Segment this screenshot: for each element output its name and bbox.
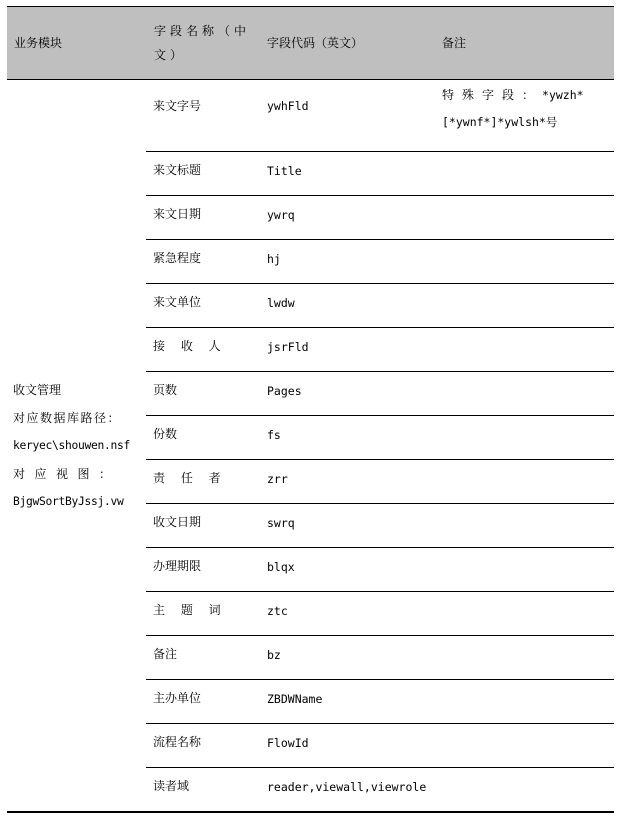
- field-name-cell: [146, 592, 260, 636]
- field-name: 来文单位: [153, 295, 202, 309]
- field-code-cell: [260, 196, 435, 240]
- field-name: 主办单位: [153, 691, 202, 705]
- db-path-label: 对应数据库路径：: [13, 410, 122, 425]
- remark-cell: [435, 592, 614, 636]
- field-code: bz: [267, 648, 281, 662]
- module-cell: [7, 80, 146, 813]
- field-name: 办理期限: [153, 559, 202, 573]
- field-code-cell: [260, 724, 435, 768]
- field-name: 来文日期: [153, 207, 202, 221]
- field-name-cell: [146, 548, 260, 592]
- field-name: 来文字号: [153, 99, 202, 113]
- field-code: Pages: [267, 384, 302, 398]
- field-name-cell: [146, 284, 260, 328]
- field-name-cell: [146, 768, 260, 813]
- field-name: 页数: [153, 383, 178, 397]
- remark-cell: [435, 460, 614, 504]
- field-code-cell: [260, 284, 435, 328]
- field-name: 流程名称: [153, 735, 202, 749]
- field-code: ywrq: [267, 208, 295, 222]
- remark-cell: [435, 328, 614, 372]
- module-name: 收文管理: [13, 382, 62, 397]
- field-code-cell: [260, 152, 435, 196]
- field-name-cell: [146, 724, 260, 768]
- field-name-cell: [146, 328, 260, 372]
- remark-cell: [435, 240, 614, 284]
- field-code: ztc: [267, 604, 288, 618]
- field-name: 接 收 人: [153, 339, 227, 353]
- field-code: hj: [267, 252, 281, 266]
- table-body: [7, 80, 614, 813]
- field-code-cell: [260, 592, 435, 636]
- field-name-cell: [146, 416, 260, 460]
- header-name-cn: 字段名称（中文）: [146, 7, 260, 80]
- remark-cell: [435, 196, 614, 240]
- remark-cell: [435, 416, 614, 460]
- remark-cell: [435, 680, 614, 724]
- table-header: [7, 7, 614, 80]
- field-code: ZBDWName: [267, 692, 323, 706]
- remark-cell: [435, 636, 614, 680]
- remark-code-1: *ywzh*: [542, 88, 584, 102]
- field-name-cell: [146, 460, 260, 504]
- field-code-cell: [260, 680, 435, 724]
- field-name: 备注: [153, 647, 178, 661]
- field-code-cell: [260, 768, 614, 813]
- header-code-en: 字段代码（英文）: [260, 7, 435, 80]
- field-name: 责 任 者: [153, 471, 227, 485]
- remark-cell: [435, 80, 614, 152]
- remark-cell: [435, 504, 614, 548]
- field-name-cell: [146, 372, 260, 416]
- remark-cell: [435, 284, 614, 328]
- field-name-cell: [146, 196, 260, 240]
- field-name-cell: [146, 504, 260, 548]
- field-code: blqx: [267, 560, 295, 574]
- field-code: jsrFld: [267, 340, 309, 354]
- remark-cell: [435, 548, 614, 592]
- field-name: 主 题 词: [153, 603, 227, 617]
- field-name: 紧急程度: [153, 251, 202, 265]
- field-name-cell: [146, 680, 260, 724]
- view-name: BjgwSortByJssj.vw: [13, 494, 124, 508]
- field-name-cell: [146, 152, 260, 196]
- field-name: 收文日期: [153, 515, 202, 529]
- db-path: keryec\shouwen.nsf: [13, 438, 131, 452]
- field-code: ywhFld: [267, 99, 309, 113]
- field-code: Title: [267, 164, 302, 178]
- field-table: [7, 6, 614, 813]
- field-code: swrq: [267, 516, 295, 530]
- field-code-cell: [260, 80, 435, 152]
- field-code: reader,viewall,viewrole: [267, 780, 427, 794]
- field-name: 份数: [153, 427, 178, 441]
- field-name-cell: [146, 240, 260, 284]
- remark-cell: [435, 372, 614, 416]
- table-row: [7, 80, 614, 152]
- field-code-cell: [260, 548, 435, 592]
- field-code-cell: [260, 636, 435, 680]
- remark-cell: [435, 724, 614, 768]
- remark-code-2: [*ywnf*]*ywlsh*号: [442, 115, 558, 129]
- field-code-cell: [260, 240, 435, 284]
- field-code: FlowId: [267, 736, 309, 750]
- field-code-cell: [260, 504, 435, 548]
- field-name: 来文标题: [153, 163, 202, 177]
- field-code: zrr: [267, 472, 288, 486]
- field-code-cell: [260, 328, 435, 372]
- field-name-cell: [146, 80, 260, 152]
- header-remark: 备注: [435, 7, 614, 80]
- header-module: 业务模块: [7, 7, 146, 80]
- remark-label: 特殊字段：: [442, 88, 543, 102]
- field-code-cell: [260, 460, 435, 504]
- field-code: lwdw: [267, 296, 295, 310]
- field-name-cell: [146, 636, 260, 680]
- field-code: fs: [267, 428, 281, 442]
- field-code-cell: [260, 372, 435, 416]
- remark-cell: [435, 152, 614, 196]
- view-label: 对应视图：: [13, 466, 121, 481]
- field-code-cell: [260, 416, 435, 460]
- field-name: 读者域: [153, 779, 190, 793]
- header-row: [7, 7, 614, 80]
